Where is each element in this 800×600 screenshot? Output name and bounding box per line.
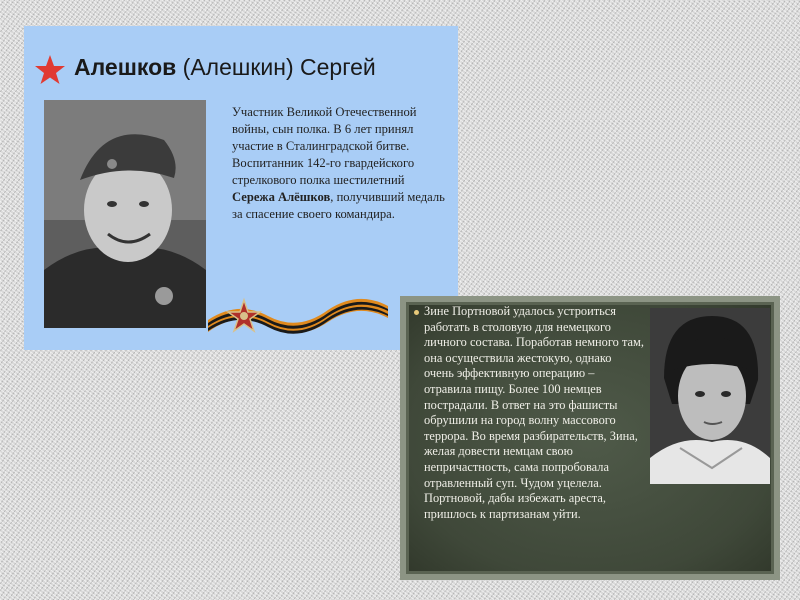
hero-card-aleshkov [24, 26, 458, 350]
bio-part1: Участник Великой Отечественной войны, сын полка. В 6 лет принял участие в Сталинградской битве. Воспитанник 142-го гвардейского стрелкового полка шестилетний [232, 105, 417, 187]
bio-hero-name: Сережа Алёшков [232, 190, 331, 204]
card-title [74, 54, 376, 81]
title-rest: (Алешкин) Сергей [176, 54, 376, 80]
bullet-icon [414, 310, 419, 315]
hero-bio-text [232, 104, 450, 223]
story-text: Зине Портновой удалось устроиться работать в столовую для немецкого личного состава. Поработав немного там, она осуществила жестокую, однако очень эффективную операцию – отравила пищу. Более 100 немцев пострадали. В ответ на это фашисты обрушили на город волну массового террора. Во время разбирательств, Зина, желая довести немцам свою непричастность, сама попробовала отравленный суп. Чудом уцелела. Портновой, дабы избежать ареста, пришлось к партизанам уйти. [424, 304, 644, 521]
girl-portrait-image [650, 308, 770, 484]
hero-card-portnova [400, 296, 780, 580]
boy-portrait-image [44, 100, 206, 328]
boy-portrait-photo [44, 100, 206, 328]
bio-part2: , получивший медаль за спасение своего командира. [232, 190, 445, 221]
red-star-icon [34, 54, 66, 86]
title-surname: Алешков [74, 54, 177, 80]
st-george-ribbon-icon [208, 280, 388, 336]
girl-portrait-photo [650, 308, 770, 484]
